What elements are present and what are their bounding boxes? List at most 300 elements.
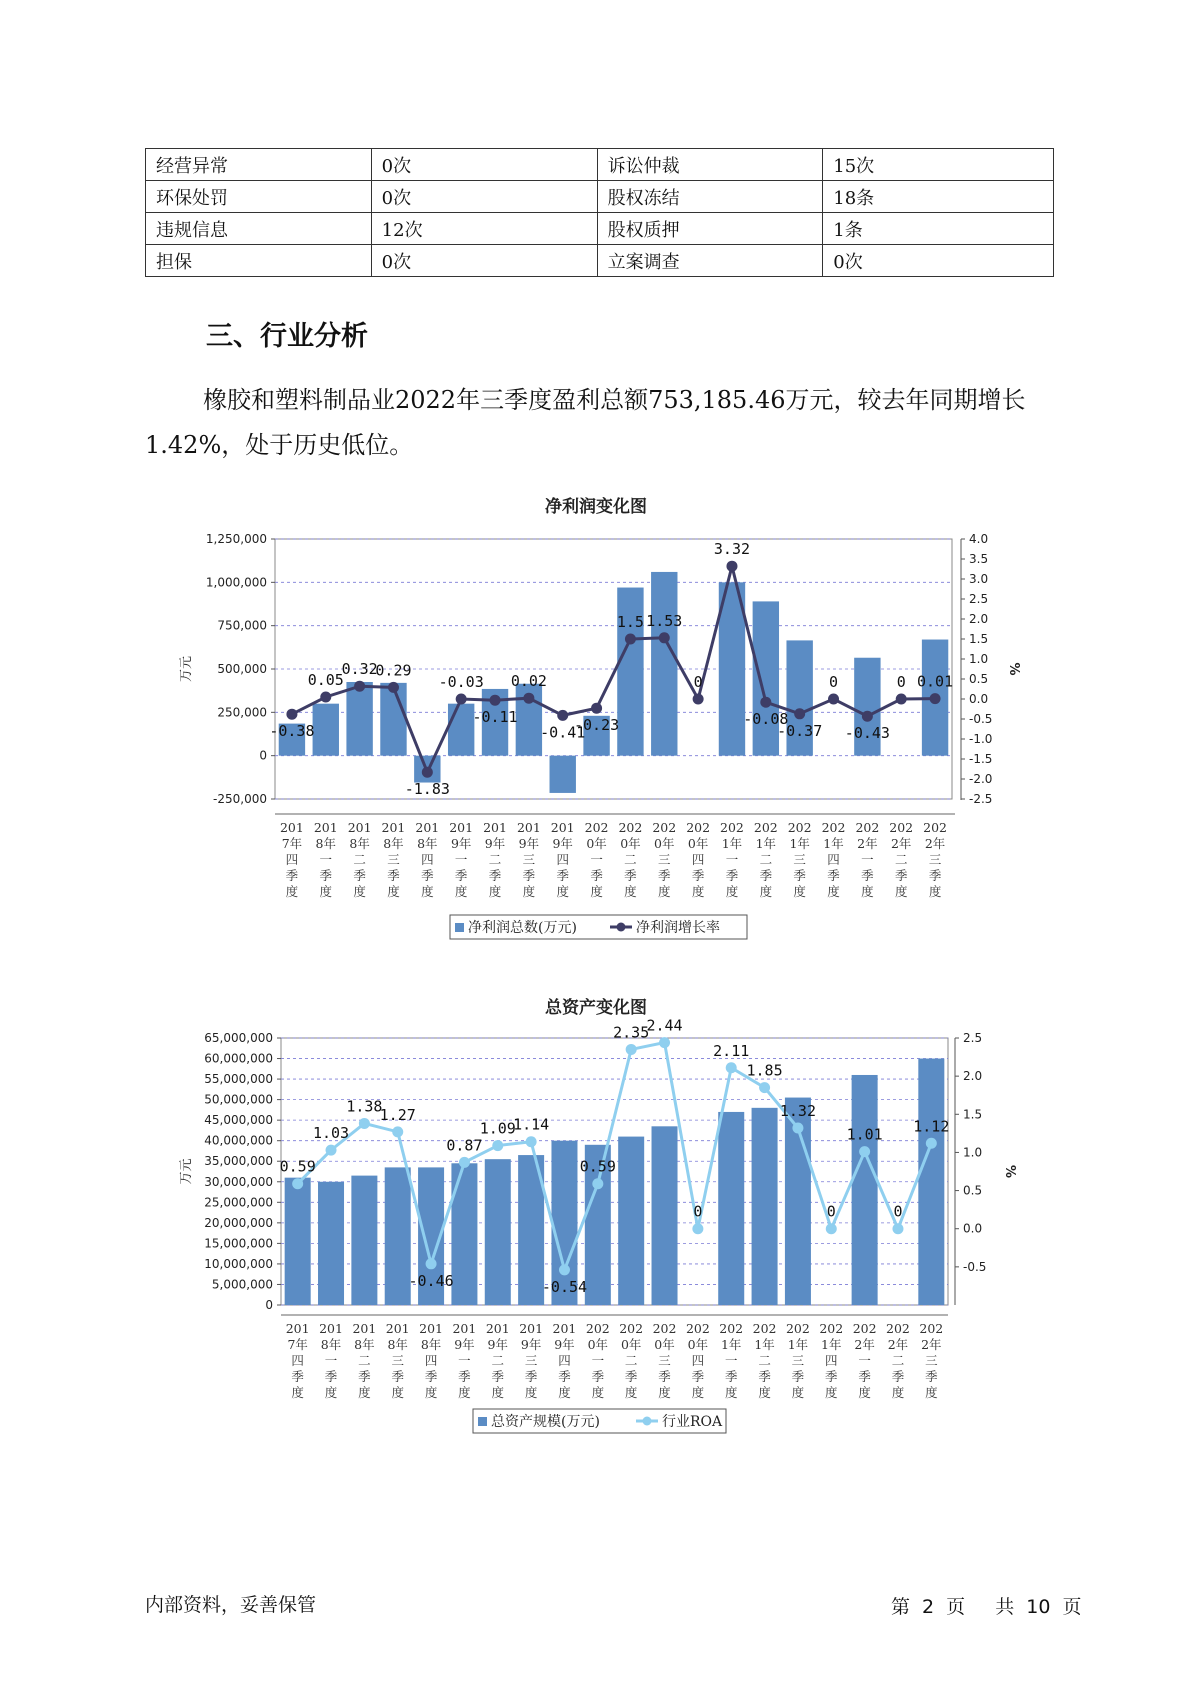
risk-table-label: 担保 — [146, 245, 372, 277]
x-tick-label — [686, 1321, 710, 1400]
svg-text:四: 四 — [691, 1353, 705, 1368]
svg-text:9年: 9年 — [552, 836, 573, 851]
svg-text:度: 度 — [759, 884, 773, 899]
line-point — [292, 1178, 303, 1189]
svg-text:202: 202 — [584, 820, 609, 835]
svg-text:季: 季 — [691, 868, 705, 883]
svg-text:度: 度 — [691, 884, 705, 899]
y2-tick-label: -2.0 — [969, 772, 993, 786]
svg-text:四: 四 — [691, 852, 705, 867]
y2-tick-label: 2.0 — [969, 612, 989, 626]
data-label: -0.41 — [540, 723, 586, 742]
bar — [852, 1075, 878, 1305]
risk-table-value: 0次 — [371, 181, 597, 213]
svg-text:0年: 0年 — [654, 836, 675, 851]
x-tick-label — [382, 820, 406, 899]
legend-label-bar: 净利润总数(万元) — [468, 920, 577, 936]
data-label: -0.23 — [573, 716, 620, 735]
svg-text:202: 202 — [752, 1321, 777, 1336]
svg-text:度: 度 — [591, 1385, 605, 1400]
svg-text:201: 201 — [385, 1321, 410, 1336]
data-label: 0.05 — [307, 671, 344, 689]
svg-text:202: 202 — [886, 1321, 910, 1336]
svg-text:1年: 1年 — [787, 1337, 809, 1352]
y2-axis-label: % — [1006, 662, 1021, 676]
legend-swatch-point — [617, 923, 626, 932]
page-prefix: 第 — [891, 1596, 911, 1618]
bar — [313, 704, 339, 756]
svg-text:7年: 7年 — [287, 1337, 308, 1352]
y-tick-label: 0 — [265, 1298, 273, 1312]
y2-tick-label: 1.5 — [969, 632, 989, 646]
y-tick-label: 50,000,000 — [204, 1092, 273, 1107]
bar — [550, 756, 576, 793]
svg-text:度: 度 — [758, 1385, 771, 1400]
svg-text:季: 季 — [827, 868, 840, 883]
svg-text:度: 度 — [391, 1385, 404, 1400]
data-label: 1.01 — [846, 1125, 883, 1144]
bar — [652, 1126, 678, 1305]
risk-table-value: 1条 — [823, 213, 1054, 245]
svg-text:度: 度 — [725, 884, 739, 899]
y2-tick-label: -1.5 — [969, 752, 993, 766]
svg-text:7年: 7年 — [281, 836, 303, 851]
svg-text:四: 四 — [827, 852, 840, 867]
data-label: 0.02 — [510, 672, 547, 691]
svg-text:季: 季 — [725, 868, 739, 883]
y-tick-label: 30,000,000 — [204, 1174, 273, 1189]
chart-title: 净利润变化图 — [545, 497, 647, 517]
bar — [285, 1178, 311, 1305]
data-label: 3.32 — [713, 540, 751, 559]
data-label: 1.5 — [616, 613, 644, 631]
footer-confidential-note: 内部资料，妥善保管 — [145, 1594, 317, 1616]
x-tick-label — [923, 820, 947, 899]
svg-text:度: 度 — [928, 884, 942, 899]
svg-text:三: 三 — [522, 852, 536, 867]
svg-text:季: 季 — [858, 1369, 871, 1384]
risk-table-label: 股权冻结 — [597, 181, 823, 213]
data-label: 0.32 — [341, 660, 378, 679]
risk-table-label: 经营异常 — [146, 149, 372, 181]
svg-text:2年: 2年 — [857, 836, 878, 851]
line-point — [859, 1146, 870, 1157]
svg-text:201: 201 — [449, 820, 474, 835]
y2-axis-label: % — [1002, 1164, 1017, 1179]
svg-text:一: 一 — [590, 852, 603, 867]
line-point — [326, 1145, 337, 1156]
data-label: 2.44 — [646, 1016, 683, 1035]
svg-text:0年: 0年 — [620, 1337, 642, 1352]
y-tick-label: 45,000,000 — [204, 1113, 273, 1128]
total-assets-chart-svg — [0, 995, 1191, 1455]
y-axis-label: 万元 — [179, 1158, 194, 1185]
data-label: 2.11 — [713, 1041, 750, 1060]
bar — [753, 601, 779, 755]
y2-tick-label: 2.5 — [969, 592, 989, 606]
svg-text:0年: 0年 — [687, 836, 709, 851]
bar — [485, 1159, 511, 1305]
line-point — [559, 1264, 570, 1275]
x-tick-label — [653, 1321, 677, 1400]
svg-text:8年: 8年 — [320, 1337, 342, 1352]
svg-text:三: 三 — [658, 1353, 671, 1368]
bar — [618, 1137, 644, 1305]
svg-text:201: 201 — [516, 820, 541, 835]
svg-text:201: 201 — [452, 1321, 477, 1336]
risk-table-row — [146, 181, 1054, 213]
x-tick-label — [585, 820, 609, 899]
x-tick-label — [919, 1321, 943, 1400]
svg-text:季: 季 — [454, 868, 468, 883]
data-label: 1.12 — [913, 1117, 950, 1136]
svg-text:季: 季 — [724, 1369, 738, 1384]
x-tick-label — [486, 1321, 510, 1400]
line-point — [726, 561, 737, 572]
risk-table-label: 股权质押 — [597, 213, 823, 245]
svg-text:季: 季 — [358, 1369, 371, 1384]
svg-text:二: 二 — [358, 1353, 371, 1368]
svg-text:一: 一 — [454, 852, 468, 867]
svg-text:202: 202 — [852, 1321, 877, 1336]
x-tick-label — [519, 1321, 543, 1400]
svg-text:二: 二 — [353, 852, 366, 867]
svg-text:季: 季 — [928, 868, 942, 883]
svg-text:201: 201 — [347, 820, 372, 835]
page-suffix: 页 — [946, 1596, 966, 1618]
x-tick-label — [786, 1321, 810, 1400]
x-tick-label — [819, 1321, 843, 1400]
risk-table-value: 15次 — [823, 149, 1054, 181]
legend-label-line: 净利润增长率 — [636, 920, 720, 936]
svg-text:三: 三 — [658, 852, 671, 867]
svg-text:9年: 9年 — [454, 1337, 475, 1352]
svg-text:度: 度 — [556, 884, 569, 899]
x-tick-label — [855, 820, 879, 899]
x-tick-label — [788, 820, 812, 899]
data-label: -0.03 — [438, 673, 484, 691]
svg-text:季: 季 — [522, 868, 536, 883]
x-tick-label — [886, 1321, 910, 1400]
x-tick-label — [618, 820, 642, 899]
y-tick-label: 65,000,000 — [204, 1031, 273, 1045]
svg-text:度: 度 — [524, 1385, 538, 1400]
y-tick-label: 250,000 — [217, 705, 267, 720]
svg-text:度: 度 — [861, 884, 874, 899]
svg-text:季: 季 — [391, 1369, 404, 1384]
total-suffix: 页 — [1062, 1596, 1082, 1618]
svg-text:202: 202 — [819, 1321, 844, 1336]
svg-text:0年: 0年 — [654, 1337, 675, 1352]
line-point — [760, 697, 771, 708]
svg-text:202: 202 — [652, 1321, 677, 1336]
svg-text:一: 一 — [858, 1353, 871, 1368]
svg-text:度: 度 — [894, 884, 908, 899]
line-point — [286, 709, 297, 720]
svg-text:度: 度 — [458, 1385, 471, 1400]
svg-text:202: 202 — [923, 820, 948, 835]
x-tick-label — [517, 820, 541, 899]
svg-text:202: 202 — [919, 1321, 944, 1336]
svg-text:度: 度 — [827, 884, 840, 899]
svg-text:8年: 8年 — [420, 1337, 442, 1352]
data-label: -1.83 — [404, 780, 450, 799]
data-label: 1.85 — [746, 1061, 783, 1080]
y2-tick-label: -0.5 — [969, 712, 993, 726]
line-point — [557, 710, 568, 721]
svg-text:季: 季 — [291, 1369, 304, 1384]
y-tick-label: 5,000,000 — [211, 1277, 273, 1292]
y-tick-label: 40,000,000 — [204, 1133, 273, 1148]
line-point — [792, 1123, 803, 1134]
x-tick-label — [280, 820, 304, 899]
svg-text:四: 四 — [285, 852, 299, 867]
svg-text:202: 202 — [686, 820, 711, 835]
svg-text:四: 四 — [558, 1353, 571, 1368]
y-tick-label: 1,000,000 — [205, 575, 267, 590]
line-point — [726, 1062, 737, 1073]
svg-text:四: 四 — [424, 1353, 438, 1368]
line-point — [422, 767, 433, 778]
svg-text:季: 季 — [624, 1369, 638, 1384]
svg-text:202: 202 — [753, 820, 778, 835]
bar — [385, 1167, 411, 1305]
svg-text:201: 201 — [415, 820, 440, 835]
svg-text:0年: 0年 — [586, 836, 607, 851]
svg-text:季: 季 — [458, 1369, 471, 1384]
x-tick-label — [352, 1321, 376, 1400]
svg-text:一: 一 — [458, 1353, 471, 1368]
y-tick-label: 20,000,000 — [204, 1215, 273, 1230]
x-tick-label — [720, 820, 744, 899]
svg-text:度: 度 — [353, 884, 366, 899]
y2-tick-label: 1.0 — [963, 1145, 983, 1160]
svg-text:8年: 8年 — [315, 836, 337, 851]
svg-text:201: 201 — [381, 820, 406, 835]
data-label: 1.38 — [346, 1097, 383, 1116]
svg-text:度: 度 — [358, 1385, 371, 1400]
line-point — [625, 634, 636, 645]
bar — [351, 1176, 377, 1305]
x-tick-label — [889, 820, 913, 899]
risk-table-label: 立案调查 — [597, 245, 823, 277]
svg-text:1年: 1年 — [821, 1337, 842, 1352]
line-point — [592, 1178, 603, 1189]
risk-table-row — [146, 213, 1054, 245]
risk-table-value: 0次 — [823, 245, 1054, 277]
svg-text:202: 202 — [787, 820, 812, 835]
x-tick-label — [719, 1321, 743, 1400]
svg-text:201: 201 — [419, 1321, 444, 1336]
data-label: 0 — [826, 1202, 836, 1221]
svg-text:201: 201 — [319, 1321, 343, 1336]
y2-tick-label: -2.5 — [969, 792, 993, 806]
svg-text:季: 季 — [658, 868, 671, 883]
svg-text:季: 季 — [793, 868, 806, 883]
line-point — [392, 1126, 403, 1137]
chart-title: 总资产变化图 — [545, 998, 647, 1018]
total-assets-chart — [0, 995, 1191, 1455]
data-label: 0 — [893, 1202, 903, 1221]
svg-text:季: 季 — [791, 1369, 805, 1384]
svg-text:0年: 0年 — [620, 836, 641, 851]
svg-text:度: 度 — [624, 884, 637, 899]
line-point — [320, 692, 331, 703]
data-label: 0.87 — [446, 1136, 483, 1155]
line-point — [659, 1037, 670, 1048]
svg-text:二: 二 — [759, 852, 773, 867]
svg-text:季: 季 — [861, 868, 874, 883]
data-label: -0.43 — [844, 724, 890, 743]
y-tick-label: -250,000 — [213, 792, 267, 806]
svg-text:度: 度 — [421, 884, 434, 899]
svg-text:季: 季 — [424, 1369, 438, 1384]
svg-text:度: 度 — [858, 1385, 871, 1400]
svg-text:1年: 1年 — [754, 1337, 775, 1352]
y-tick-label: 10,000,000 — [204, 1256, 273, 1271]
svg-text:0年: 0年 — [587, 1337, 609, 1352]
x-tick-label — [419, 1321, 443, 1400]
section-paragraph: 橡胶和塑料制品业2022年三季度盈利总额753,185.46万元，较去年同期增长1.42%，处于历史低位。 — [145, 386, 1026, 459]
y-tick-label: 35,000,000 — [204, 1154, 273, 1169]
svg-text:二: 二 — [624, 852, 637, 867]
svg-text:201: 201 — [483, 820, 507, 835]
y-axis-label: 万元 — [179, 655, 194, 683]
svg-text:9年: 9年 — [520, 1337, 542, 1352]
svg-text:度: 度 — [291, 1385, 304, 1400]
line-point — [828, 694, 839, 705]
svg-text:2年: 2年 — [921, 1337, 942, 1352]
svg-text:季: 季 — [759, 868, 773, 883]
data-label: -0.08 — [743, 710, 789, 729]
svg-text:度: 度 — [724, 1385, 738, 1400]
data-label: 0 — [693, 1202, 703, 1221]
y2-tick-label: 3.0 — [969, 572, 989, 586]
svg-text:2年: 2年 — [887, 1337, 909, 1352]
bar — [448, 704, 474, 756]
y2-tick-label: -0.5 — [963, 1259, 987, 1274]
svg-text:度: 度 — [488, 884, 502, 899]
bar — [718, 1112, 744, 1305]
svg-text:度: 度 — [454, 884, 468, 899]
svg-text:202: 202 — [855, 820, 880, 835]
svg-text:9年: 9年 — [450, 836, 472, 851]
x-tick-label — [415, 820, 439, 899]
data-label: -0.54 — [541, 1277, 588, 1296]
svg-text:季: 季 — [624, 868, 637, 883]
x-tick-label — [449, 820, 473, 899]
svg-text:季: 季 — [319, 868, 333, 883]
line-point — [354, 681, 365, 692]
svg-text:一: 一 — [319, 852, 333, 867]
svg-text:度: 度 — [624, 1385, 638, 1400]
x-tick-label — [319, 1321, 343, 1400]
bar — [451, 1163, 477, 1305]
svg-text:202: 202 — [618, 820, 643, 835]
page-number: 2 — [922, 1596, 935, 1618]
total-prefix: 共 — [995, 1596, 1015, 1618]
y2-tick-label: -1.0 — [969, 732, 993, 746]
bar — [752, 1108, 778, 1305]
line-point — [526, 1136, 537, 1147]
svg-text:度: 度 — [925, 1385, 938, 1400]
svg-text:1年: 1年 — [823, 836, 844, 851]
risk-table-value: 0次 — [371, 149, 597, 181]
svg-text:一: 一 — [591, 1353, 605, 1368]
svg-text:201: 201 — [285, 1321, 310, 1336]
svg-text:1年: 1年 — [721, 836, 743, 851]
legend-label-bar: 总资产规模(万元) — [491, 1414, 600, 1430]
svg-text:四: 四 — [421, 852, 434, 867]
x-tick-label — [686, 820, 710, 899]
y-tick-label: 25,000,000 — [204, 1195, 273, 1210]
svg-text:1年: 1年 — [755, 836, 777, 851]
svg-text:202: 202 — [889, 820, 914, 835]
data-label: 0.01 — [917, 672, 954, 691]
line-point — [459, 1157, 470, 1168]
svg-text:季: 季 — [925, 1369, 938, 1384]
svg-text:三: 三 — [791, 1353, 805, 1368]
line-point — [456, 694, 467, 705]
svg-text:1年: 1年 — [720, 1337, 742, 1352]
x-tick-label — [348, 820, 372, 899]
svg-text:度: 度 — [793, 884, 806, 899]
y-tick-label: 55,000,000 — [204, 1072, 273, 1087]
data-label: 1.32 — [779, 1102, 816, 1121]
svg-text:度: 度 — [658, 884, 671, 899]
data-label: 1.53 — [646, 611, 683, 630]
x-tick-label — [314, 820, 338, 899]
svg-text:202: 202 — [720, 820, 744, 835]
svg-text:9年: 9年 — [554, 1337, 575, 1352]
svg-text:度: 度 — [590, 884, 603, 899]
svg-text:度: 度 — [491, 1385, 505, 1400]
data-label: 0 — [896, 673, 906, 691]
data-label: 0 — [693, 673, 703, 691]
risk-table-label: 环保处罚 — [146, 181, 372, 213]
chart-legend — [450, 915, 747, 939]
svg-text:四: 四 — [825, 1353, 838, 1368]
y2-tick-label: 0.0 — [969, 692, 989, 706]
line-point — [388, 682, 399, 693]
line-point — [926, 1138, 937, 1149]
svg-text:三: 三 — [925, 1353, 938, 1368]
svg-text:201: 201 — [485, 1321, 510, 1336]
svg-text:度: 度 — [791, 1385, 805, 1400]
line-point — [862, 711, 873, 722]
svg-text:0年: 0年 — [687, 1337, 709, 1352]
svg-text:8年: 8年 — [417, 836, 438, 851]
svg-text:二: 二 — [894, 852, 908, 867]
line-point — [659, 632, 670, 643]
svg-text:季: 季 — [285, 868, 299, 883]
svg-text:2年: 2年 — [854, 1337, 875, 1352]
svg-text:季: 季 — [590, 868, 603, 883]
svg-text:202: 202 — [619, 1321, 644, 1336]
x-tick-label — [753, 1321, 777, 1400]
svg-text:一: 一 — [324, 1353, 338, 1368]
bar — [918, 1059, 944, 1305]
y2-tick-label: 0.5 — [963, 1183, 983, 1198]
data-label: 1.27 — [379, 1105, 416, 1124]
risk-table-row — [146, 149, 1054, 181]
line-point — [523, 693, 534, 704]
risk-info-table — [145, 148, 1054, 277]
svg-text:季: 季 — [758, 1369, 771, 1384]
y2-tick-label: 1.0 — [969, 652, 989, 666]
line-point — [490, 695, 501, 706]
risk-table-row — [146, 245, 1054, 277]
